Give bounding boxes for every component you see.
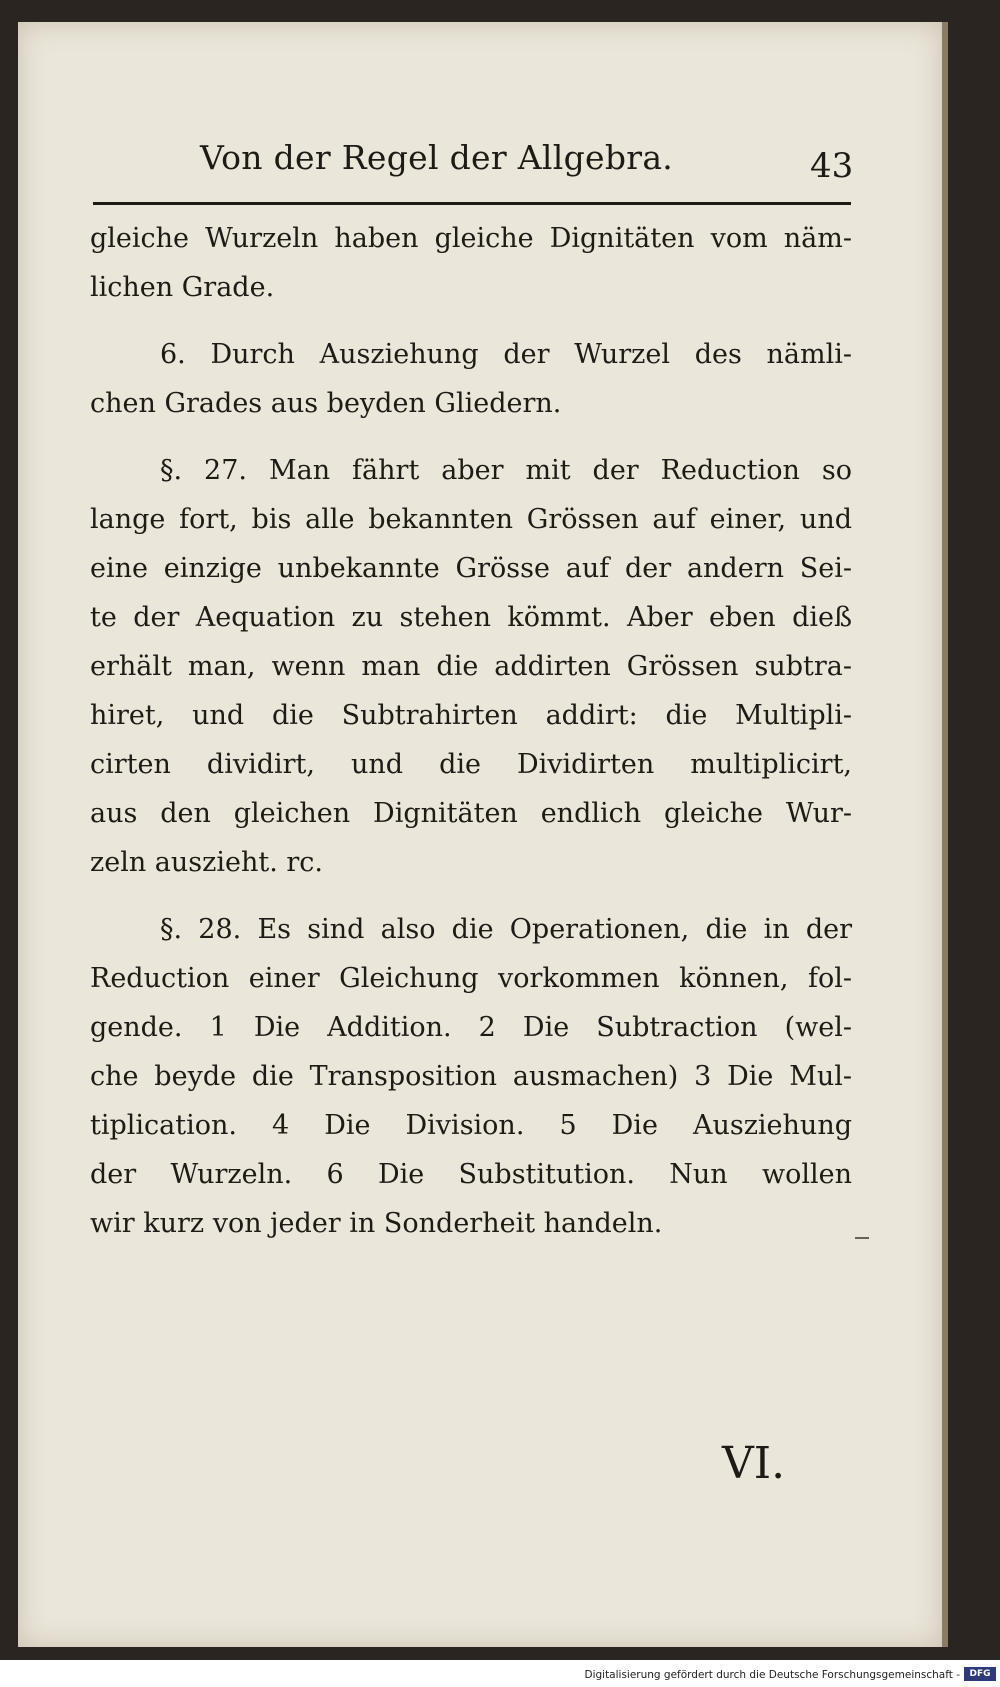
text-line: der Wurzeln. 6 Die Substitution. Nun wollen: [90, 1159, 852, 1190]
text-line: chen Grades aus beyden Gliedern.: [90, 388, 562, 419]
text-line: lichen Grade.: [90, 272, 275, 303]
text-line: lange fort, bis alle bekannten Grössen auf einer, und: [90, 504, 852, 535]
text-line: te der Aequation zu stehen kömmt. Aber eben dieß: [90, 602, 852, 633]
header-rule: [93, 202, 851, 205]
text-line: aus den gleichen Dignitäten endlich gleiche Wur-: [90, 798, 852, 829]
dfg-logo-icon: DFG: [964, 1667, 996, 1681]
margin-mark: [855, 1237, 869, 1239]
text-line: Reduction einer Gleichung vorkommen können, fol-: [90, 963, 852, 994]
body-text: [90, 214, 852, 1248]
text-line: gleiche Wurzeln haben gleiche Dignitäten vom näm-: [90, 223, 852, 254]
paragraph: [90, 330, 852, 379]
text-line: tiplication. 4 Die Division. 5 Die Ausziehung: [90, 1110, 852, 1141]
text-line: 6. Durch Ausziehung der Wurzel des nämli-: [160, 339, 852, 370]
text-line: eine einzige unbekannte Grösse auf der andern Sei-: [90, 553, 852, 584]
text-line: cirten dividirt, und die Dividirten multiplicirt,: [90, 749, 852, 780]
paragraph-continuation: [90, 379, 852, 428]
text-line: erhält man, wenn man die addirten Grössen subtra-: [90, 651, 852, 682]
paragraph-section-27: [90, 446, 852, 887]
catchword: VI.: [722, 1438, 786, 1489]
page-edge: [942, 22, 948, 1647]
text-line: §. 28. Es sind also die Operationen, die in der: [160, 914, 852, 945]
text-line: wir kurz von jeder in Sonderheit handeln.: [90, 1208, 663, 1239]
text-line: §. 27. Man fährt aber mit der Reduction so: [160, 455, 852, 486]
text-line: che beyde die Transposition ausmachen) 3 Die Mul-: [90, 1061, 852, 1092]
page-number: 43: [810, 146, 854, 186]
text-line: zeln auszieht. rc.: [90, 847, 324, 878]
running-title: Von der Regel der Allgebra.: [200, 138, 674, 177]
text-line: gende. 1 Die Addition. 2 Die Subtraction (wel-: [90, 1012, 852, 1043]
paragraph-section-28: [90, 905, 852, 1248]
paragraph: [90, 214, 852, 312]
text-line: hiret, und die Subtrahirten addirt: die Multipli-: [90, 700, 852, 731]
footer-credit: Digitalisierung gefördert durch die Deutsche Forschungsgemeinschaft -: [584, 1669, 960, 1681]
